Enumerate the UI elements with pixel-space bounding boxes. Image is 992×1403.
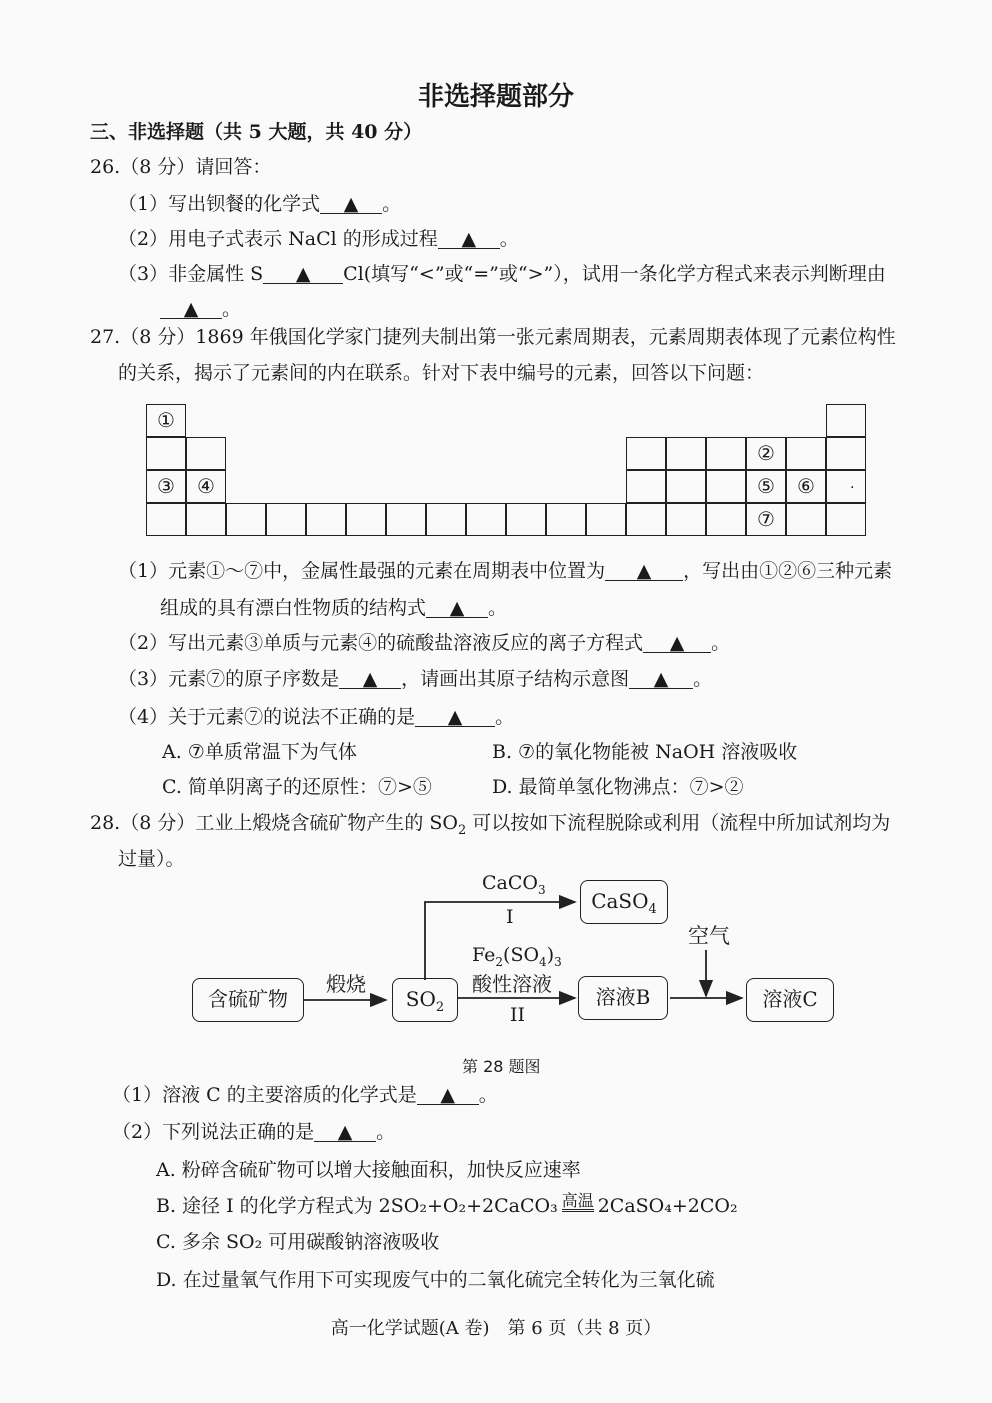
q27-part1: （1）元素①～⑦中，金属性最强的元素在周期表中位置为 ▲ ，写出由①②⑥三种元素 <box>118 560 893 582</box>
box-sulfur-mineral: 含硫矿物 <box>192 978 304 1022</box>
label-air: 空气 <box>688 924 730 948</box>
element-cell-labeled: ② <box>746 437 786 470</box>
answer-blank: ▲ <box>263 265 343 284</box>
answer-blank: ▲ <box>417 1086 479 1105</box>
q27-part4: （4）关于元素⑦的说法不正确的是 ▲ 。 <box>118 706 515 728</box>
element-cell-labeled: ⑥ <box>786 470 826 503</box>
answer-blank: ▲ <box>314 1123 376 1142</box>
answer-blank: ▲ <box>438 230 500 249</box>
q26-part3-blank: ▲ 。 <box>160 294 241 321</box>
answer-blank: ▲ <box>339 670 401 689</box>
table-dot: . <box>850 476 855 492</box>
answer-blank: ▲ <box>605 562 683 581</box>
section-title: 三、非选择题（共 5 大题，共 40 分） <box>90 121 423 143</box>
q27-option-b: B. ⑦的氧化物能被 NaOH 溶液吸收 <box>492 741 798 763</box>
box-caso4: CaSO$_4$ <box>580 880 668 924</box>
q27-option-c: C. 简单阴离子的还原性：⑦>⑤ <box>162 776 432 798</box>
q27-option-d: D. 最简单氢化物沸点：⑦>② <box>492 776 744 798</box>
element-cell-labeled: ⑤ <box>746 470 786 503</box>
q28-option-b: B. 途径 I 的化学方程式为 2SO₂+O₂+2CaCO₃ 高温 2CaSO₄+2CO₂ <box>156 1191 738 1217</box>
q27-stem-line2: 的关系，揭示了元素间的内在联系。针对下表中编号的元素，回答以下问题： <box>118 362 765 384</box>
label-fe2so43: $Fe_2(SO_4)_3$ <box>472 944 562 969</box>
page-heading: 非选择题部分 <box>417 82 574 112</box>
answer-blank: ▲ <box>160 300 222 319</box>
element-cell-labeled: ① <box>146 404 186 437</box>
q28-part2: （2）下列说法正确的是 ▲ 。 <box>112 1121 396 1143</box>
q26-part3: （3）非金属性 S ▲ Cl(填写“<”或“=”或“>”），试用一条化学方程式来表示判断理由 <box>118 263 886 285</box>
label-calcine: 煅烧 <box>326 972 366 996</box>
box-solution-c: 溶液C <box>746 978 834 1022</box>
answer-blank: ▲ <box>426 599 488 618</box>
box-solution-b: 溶液B <box>578 976 668 1020</box>
answer-blank: ▲ <box>629 670 693 689</box>
q26-part2: （2）用电子式表示 NaCl 的形成过程 ▲ 。 <box>118 228 519 250</box>
q27-part2: （2）写出元素③单质与元素④的硫酸盐溶液反应的离子方程式 ▲ 。 <box>118 632 731 654</box>
element-cell-labeled: ④ <box>186 470 226 503</box>
q27-stem-line1: 27.（8 分）1869 年俄国化学家门捷列夫制出第一张元素周期表，元素周期表体现了元素位构性 <box>90 326 896 348</box>
q27-part1-cont: 组成的具有漂白性物质的结构式 ▲ 。 <box>160 597 508 619</box>
q28-stem-line2: 过量）。 <box>118 848 185 870</box>
q26-stem: 26.（8 分）请回答： <box>90 156 272 178</box>
answer-blank: ▲ <box>320 195 382 214</box>
label-acidic-solution: 酸性溶液 <box>472 972 552 996</box>
element-cell-labeled: ⑦ <box>746 503 786 536</box>
label-route-2: II <box>510 1004 526 1026</box>
label-caco3: CaCO$_3$ <box>482 872 546 897</box>
q28-option-a: A. 粉碎含硫矿物可以增大接触面积，加快反应速率 <box>156 1159 581 1181</box>
page-footer: 高一化学试题(A 卷) 第 6 页（共 8 页） <box>330 1318 662 1339</box>
q27-part3: （3）元素⑦的原子序数是 ▲ ，请画出其原子结构示意图 ▲ 。 <box>118 668 713 690</box>
answer-blank: ▲ <box>643 634 711 653</box>
q26-part1: （1）写出钡餐的化学式 ▲ 。 <box>118 193 402 215</box>
figure-caption: 第 28 题图 <box>462 1057 541 1076</box>
q28-option-d: D. 在过量氧气作用下可实现废气中的二氧化硫完全转化为三氧化硫 <box>156 1269 715 1291</box>
q27-option-a: A. ⑦单质常温下为气体 <box>162 741 357 763</box>
answer-blank: ▲ <box>415 708 495 727</box>
label-route-1: I <box>506 906 514 928</box>
q28-option-c: C. 多余 SO₂ 可用碳酸钠溶液吸收 <box>156 1231 440 1253</box>
reaction-condition: 高温 <box>561 1191 594 1210</box>
box-so2: $SO_2$ <box>392 978 458 1022</box>
q28-stem-line1: 28.（8 分）工业上煅烧含硫矿物产生的 $SO_2$ 可以按如下流程脱除或利用（流程中所加试剂均为 <box>90 812 891 838</box>
element-cell-labeled: ③ <box>146 470 186 503</box>
q28-part1: （1）溶液 C 的主要溶质的化学式是 ▲ 。 <box>112 1084 498 1106</box>
